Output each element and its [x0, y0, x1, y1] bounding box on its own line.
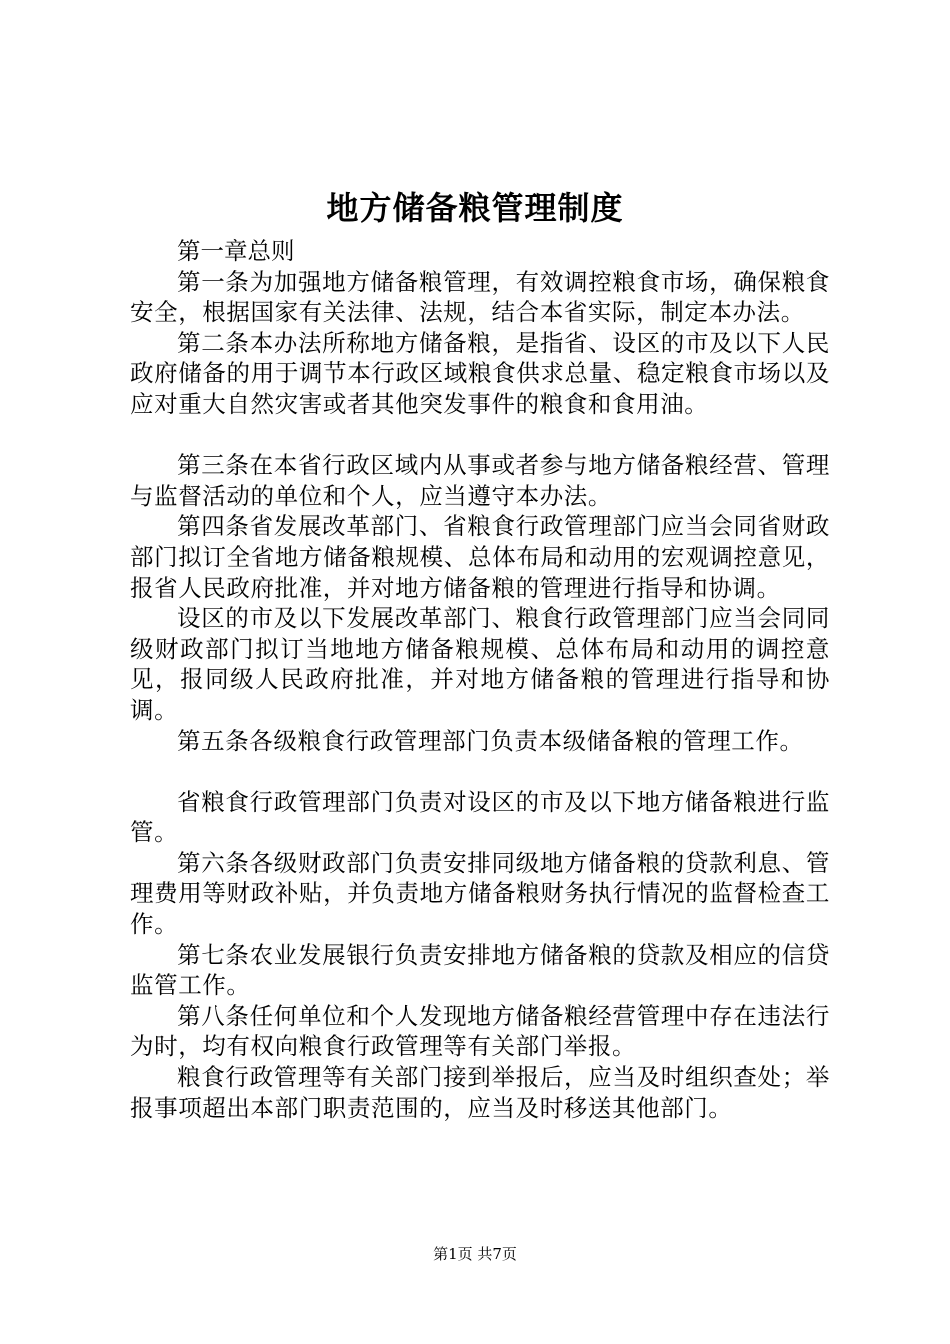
article-5: 第五条各级粮食行政管理部门负责本级储备粮的管理工作。	[177, 726, 804, 755]
document-body	[130, 236, 830, 1123]
article-5-clause-2: 省粮食行政管理部门负责对设区的市及以下地方储备粮进行监管。	[130, 787, 830, 847]
article-7: 第七条农业发展银行负责安排地方储备粮的贷款及相应的信贷监管工作。	[130, 940, 830, 1000]
article-4-clause-2: 设区的市及以下发展改革部门、粮食行政管理部门应当会同同级财政部门拟订当地地方储备粮规模、总体布局和动用的调控意见，报同级人民政府批准，并对地方储备粮的管理进行指导和协调。	[130, 604, 830, 724]
article-4: 第四条省发展改革部门、省粮食行政管理部门应当会同省财政部门拟订全省地方储备粮规模、总体布局和动用的宏观调控意见，报省人民政府批准，并对地方储备粮的管理进行指导和协调。	[130, 512, 830, 602]
article-8-clause-2: 粮食行政管理等有关部门接到举报后，应当及时组织查处；举报事项超出本部门职责范围的，应当及时移送其他部门。	[130, 1063, 830, 1122]
article-8: 第八条任何单位和个人发现地方储备粮经营管理中存在违法行为时，均有权向粮食行政管理等有关部门举报。	[130, 1001, 830, 1061]
article-2: 第二条本办法所称地方储备粮，是指省、设区的市及以下人民政府储备的用于调节本行政区域粮食供求总量、稳定粮食市场以及应对重大自然灾害或者其他突发事件的粮食和食用油。	[130, 328, 830, 418]
chapter-heading: 第一章总则	[177, 237, 295, 265]
page-footer: 第1页 共7页	[433, 1245, 517, 1263]
article-6: 第六条各级财政部门负责安排同级地方储备粮的贷款利息、管理费用等财政补贴，并负责地方储备粮财务执行情况的监督检查工作。	[130, 848, 830, 939]
article-1: 第一条为加强地方储备粮管理，有效调控粮食市场，确保粮食安全，根据国家有关法律、法规，结合本省实际，制定本办法。	[130, 267, 830, 327]
article-3: 第三条在本省行政区域内从事或者参与地方储备粮经营、管理与监督活动的单位和个人，应当遵守本办法。	[130, 451, 830, 510]
document-title: 地方储备粮管理制度	[326, 189, 624, 227]
